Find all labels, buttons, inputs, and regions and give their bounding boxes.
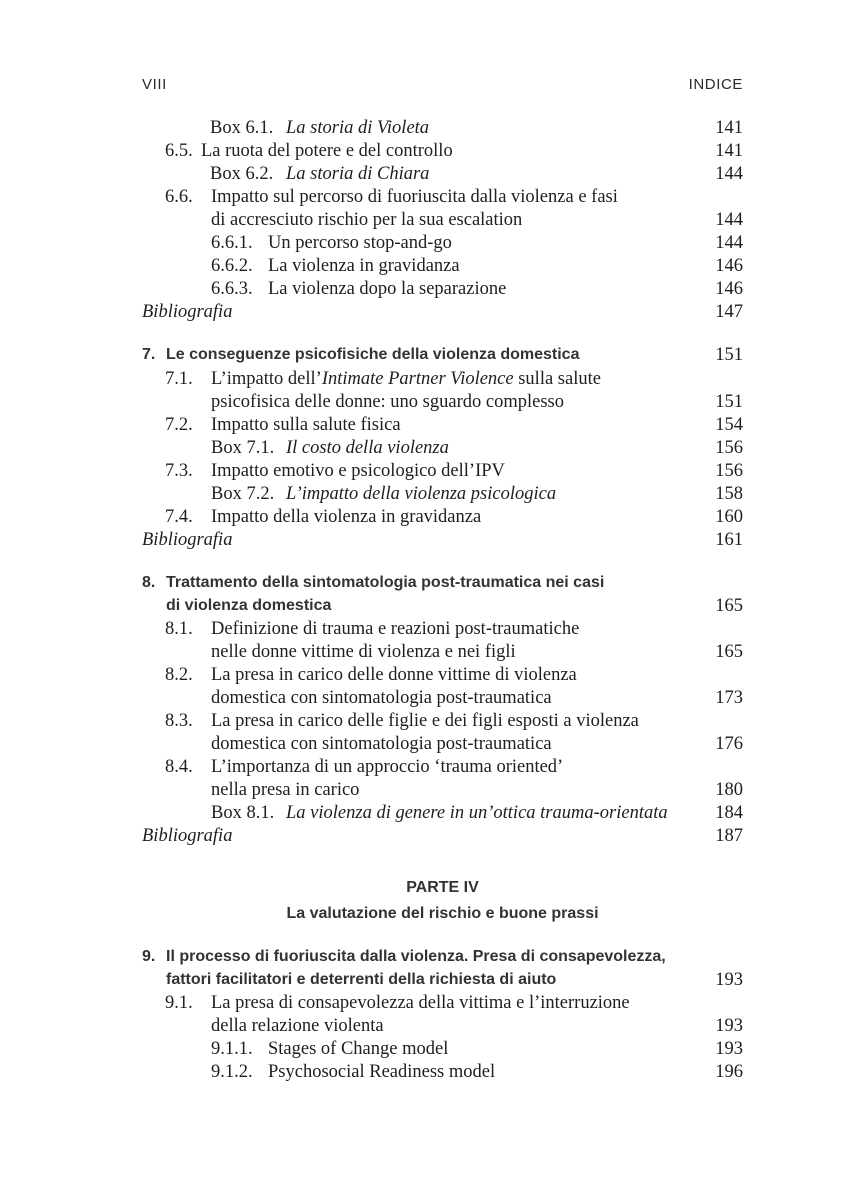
entry-number: 6.6.1.: [211, 233, 253, 253]
entry-title-line1: [211, 367, 601, 391]
entry-page: 141: [715, 118, 743, 138]
chapter-page: 165: [715, 596, 743, 616]
entry-title-line2: domestica con sintomatologia post-traumatica: [211, 734, 552, 754]
entry-title-line2: di accresciuto rischio per la sua escalation: [211, 210, 523, 230]
entry-number: 8.2.: [165, 665, 193, 685]
entry-number: 6.5.: [165, 141, 193, 161]
entry-page: 161: [715, 530, 743, 550]
entry-page: 193: [715, 1016, 743, 1036]
entry-title: Un percorso stop-and-go: [268, 233, 452, 253]
chapter-title: Le conseguenze psicofisiche della violenza domestica: [166, 346, 580, 363]
part-label: PARTE IV: [406, 879, 479, 896]
entry-title-line1: La presa in carico delle donne vittime di violenza: [211, 665, 577, 685]
entry-number: 9.1.2.: [211, 1062, 253, 1082]
entry-number: Box 7.2.: [211, 484, 275, 504]
chapter-page: 193: [715, 970, 743, 990]
entry-number: 8.3.: [165, 711, 193, 731]
entry-title: La violenza dopo la separazione: [268, 279, 507, 299]
chapter-number: 9.: [142, 948, 156, 965]
entry-number: 7.3.: [165, 461, 193, 481]
entry-number: 9.1.: [165, 993, 193, 1013]
entry-title: Bibliografia: [142, 826, 233, 846]
chapter-title-line2: fattori facilitatori e deterrenti della richiesta di aiuto: [166, 971, 557, 988]
entry-title: L’impatto della violenza psicologica: [286, 484, 557, 504]
entry-number: Box 7.1.: [211, 438, 275, 458]
entry-title: La ruota del potere e del controllo: [201, 141, 453, 161]
entry-title: Stages of Change model: [268, 1039, 449, 1059]
entry-number: 8.4.: [165, 757, 193, 777]
entry-page: 156: [715, 461, 743, 481]
entry-title-line1: La presa di consapevolezza della vittima e l’interruzione: [211, 993, 630, 1013]
entry-page: 187: [715, 826, 743, 846]
chapter-number: 7.: [142, 346, 156, 363]
running-head: [142, 76, 743, 96]
entry-number: 7.2.: [165, 415, 193, 435]
part-title: La valutazione del rischio e buone prassi: [286, 905, 599, 922]
entry-number: Box 6.2.: [210, 164, 274, 184]
chapter-title-line2: di violenza domestica: [166, 597, 332, 614]
entry-number: 9.1.1.: [211, 1039, 253, 1059]
entry-title: Psychosocial Readiness model: [268, 1062, 496, 1082]
entry-page: 144: [715, 210, 743, 230]
entry-title-italic: Intimate Partner Violence: [321, 369, 514, 389]
entry-title: La storia di Violeta: [286, 118, 430, 138]
entry-page: 180: [715, 780, 743, 800]
entry-page: 146: [715, 279, 743, 299]
entry-number: 6.6.2.: [211, 256, 253, 276]
entry-title: Bibliografia: [142, 530, 233, 550]
entry-number: 6.6.: [165, 187, 193, 207]
chapter-title-line1: Trattamento della sintomatologia post-traumatica nei casi: [166, 574, 605, 591]
entry-title-line2: domestica con sintomatologia post-traumatica: [211, 688, 552, 708]
entry-title: Il costo della violenza: [286, 438, 449, 458]
entry-title: Bibliografia: [142, 302, 233, 322]
entry-title-line2: nelle donne vittime di violenza e nei figli: [211, 642, 516, 662]
entry-page: 184: [715, 803, 743, 823]
entry-title-line2: della relazione violenta: [211, 1016, 384, 1036]
chapter-page: 151: [715, 345, 743, 365]
entry-page: 144: [715, 233, 743, 253]
entry-page: 158: [715, 484, 743, 504]
entry-number: 7.4.: [165, 507, 193, 527]
entry-title-line2: nella presa in carico: [211, 780, 360, 800]
entry-page: 196: [715, 1062, 743, 1082]
entry-title: Impatto della violenza in gravidanza: [211, 507, 482, 527]
entry-page: 146: [715, 256, 743, 276]
entry-number: 8.1.: [165, 619, 193, 639]
chapter-title-line1: Il processo di fuoriuscita dalla violenza. Presa di consapevolezza,: [166, 948, 666, 965]
entry-page: 160: [715, 507, 743, 527]
entry-title: La violenza di genere in un’ottica trauma-orientata: [286, 803, 668, 823]
entry-title: La violenza in gravidanza: [268, 256, 460, 276]
entry-title-line2: psicofisica delle donne: uno sguardo complesso: [211, 392, 564, 412]
entry-number: Box 6.1.: [210, 118, 274, 138]
entry-page: 151: [715, 392, 743, 412]
page-number: VIII: [142, 76, 167, 93]
entry-page: 193: [715, 1039, 743, 1059]
entry-page: 141: [715, 141, 743, 161]
entry-title-part: sulla salute: [513, 369, 601, 389]
entry-page: 156: [715, 438, 743, 458]
entry-title: Impatto sulla salute fisica: [211, 415, 401, 435]
entry-title-line1: L’importanza di un approccio ‘trauma oriented’: [211, 757, 564, 777]
entry-title-line1: Definizione di trauma e reazioni post-traumatiche: [211, 619, 580, 639]
entry-page: 144: [715, 164, 743, 184]
entry-title: Impatto emotivo e psicologico dell’IPV: [211, 461, 505, 481]
entry-number: 6.6.3.: [211, 279, 253, 299]
entry-title-part: L’impatto dell’: [211, 369, 322, 389]
entry-number: 7.1.: [165, 369, 193, 389]
entry-title-line1: La presa in carico delle figlie e dei figli esposti a violenza: [211, 711, 639, 731]
chapter-number: 8.: [142, 574, 156, 591]
entry-page: 176: [715, 734, 743, 754]
entry-page: 147: [715, 302, 743, 322]
entry-number: Box 8.1.: [211, 803, 275, 823]
running-head-title: INDICE: [688, 76, 743, 93]
entry-page: 165: [715, 642, 743, 662]
entry-page: 154: [715, 415, 743, 435]
entry-page: 173: [715, 688, 743, 708]
entry-title-line1: Impatto sul percorso di fuoriuscita dalla violenza e fasi: [211, 187, 618, 207]
entry-title: La storia di Chiara: [286, 164, 430, 184]
